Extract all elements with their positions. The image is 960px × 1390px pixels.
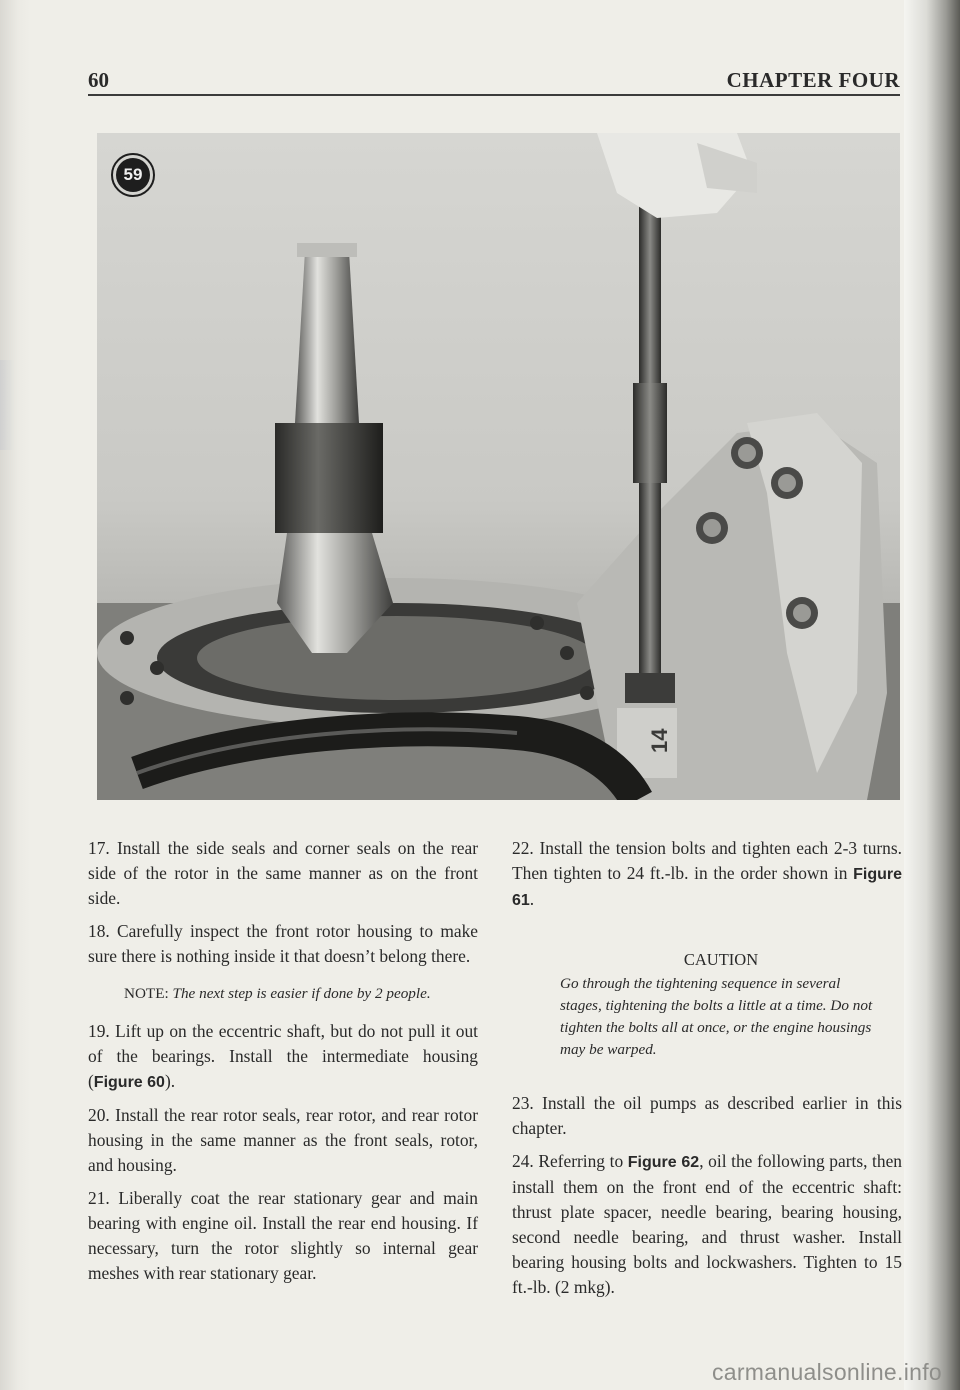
figure-number: 59 (116, 158, 150, 192)
step-24-end: , oil the following parts, then install them on the front end of the eccentric shaft: thrust plate spacer, needle bearing, bearing housing, second needle bearing, and thrust washer. Install bearing housing bolts and lockwashers. Tighten to 15 ft.-lb. (2 mkg). (512, 1151, 902, 1297)
right-text-column (512, 836, 902, 1308)
step-20: 20. Install the rear rotor seals, rear rotor, and rear rotor housing in the same manner as the front seals, rotor, and housing. (88, 1105, 478, 1175)
step-24-text: 24. Referring to (512, 1151, 628, 1171)
step-17: 17. Install the side seals and corner seals on the rear side of the rotor in the same manner as on the front side. (88, 838, 478, 908)
figure-60-reference: Figure 60 (93, 1074, 165, 1091)
step-24 (512, 1149, 902, 1300)
step-22 (512, 836, 902, 913)
step-22-end: . (529, 889, 535, 909)
left-text-column (88, 836, 478, 1294)
scan-mark (0, 360, 14, 450)
page-number: 60 (88, 68, 109, 92)
step-18: 18. Carefully inspect the front rotor housing to make sure there is nothing inside it that doesn’t belong there. (88, 921, 478, 966)
caution-text: Go through the tightening sequence in several stages, tightening the bolts a little at a time. Do not tighten the bolts all at once, or the engine housings may be warped. (560, 975, 873, 1058)
step-19-text: 19. Lift up on the eccentric shaft, but do not pull it out of the bearings. Install the intermediate housing ( (88, 1021, 478, 1091)
note-text: The next step is easier if done by 2 people. (172, 985, 431, 1002)
housing-marking: 14 (647, 728, 672, 753)
caution-block (560, 949, 882, 1061)
step-21: 21. Liberally coat the rear stationary gear and main bearing with engine oil. Install the rear end housing. If necessary, turn the rotor slightly so internal gear meshes with rear stationary gear. (88, 1188, 478, 1283)
figure-62-reference: Figure 62 (627, 1154, 700, 1171)
step-23: 23. Install the oil pumps as described earlier in this chapter. (512, 1093, 902, 1138)
engine-photo-illustration (97, 133, 900, 800)
step-19-end: ). (164, 1071, 176, 1091)
chapter-title: CHAPTER FOUR (726, 68, 900, 92)
page-spine-shadow (0, 0, 30, 1390)
site-watermark: carmanualsonline.info (711, 1359, 942, 1385)
figure-number-badge (111, 153, 155, 197)
caution-title: CAUTION (683, 950, 759, 969)
note-label: NOTE: (124, 985, 169, 1002)
note-block (124, 983, 478, 1005)
step-22-text: 22. Install the tension bolts and tighten each 2-3 turns. Then tighten to 24 ft.-lb. in the order shown in (512, 838, 902, 883)
page-header (88, 68, 900, 96)
page-edge-shadow (904, 0, 960, 1390)
figure-61-reference: Figure 61 (512, 866, 902, 909)
figure-photo (97, 133, 900, 800)
step-19 (88, 1019, 478, 1095)
